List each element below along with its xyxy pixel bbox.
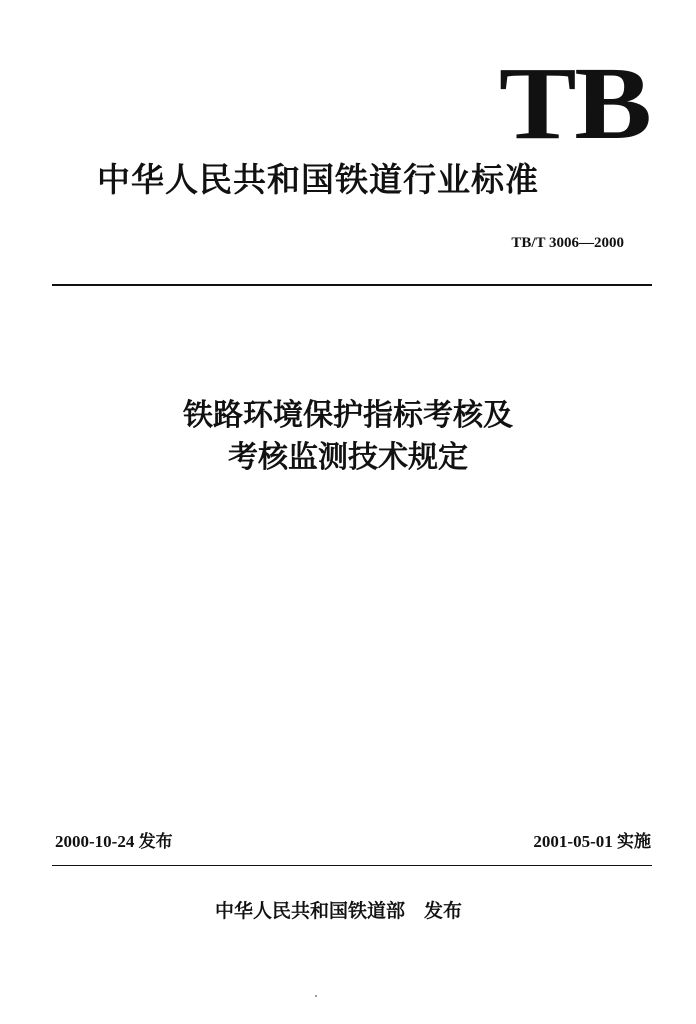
industry-standard-heading: 中华人民共和国铁道行业标准 bbox=[97, 160, 539, 199]
issue-date: 2000-10-24 发布 bbox=[55, 832, 173, 851]
publisher-line: 中华人民共和国铁道部 发布 bbox=[215, 900, 463, 922]
document-title bbox=[0, 395, 696, 479]
document-title-line-2: 考核监测技术规定 bbox=[228, 440, 468, 475]
top-divider bbox=[52, 284, 652, 286]
bottom-divider bbox=[52, 865, 652, 866]
scan-speck bbox=[315, 995, 317, 997]
standard-number: TB/T 3006—2000 bbox=[511, 235, 624, 251]
tb-logo: TB bbox=[499, 46, 650, 161]
implementation-date: 2001-05-01 实施 bbox=[533, 832, 651, 851]
document-title-line-1: 铁路环境保护指标考核及 bbox=[183, 398, 513, 433]
